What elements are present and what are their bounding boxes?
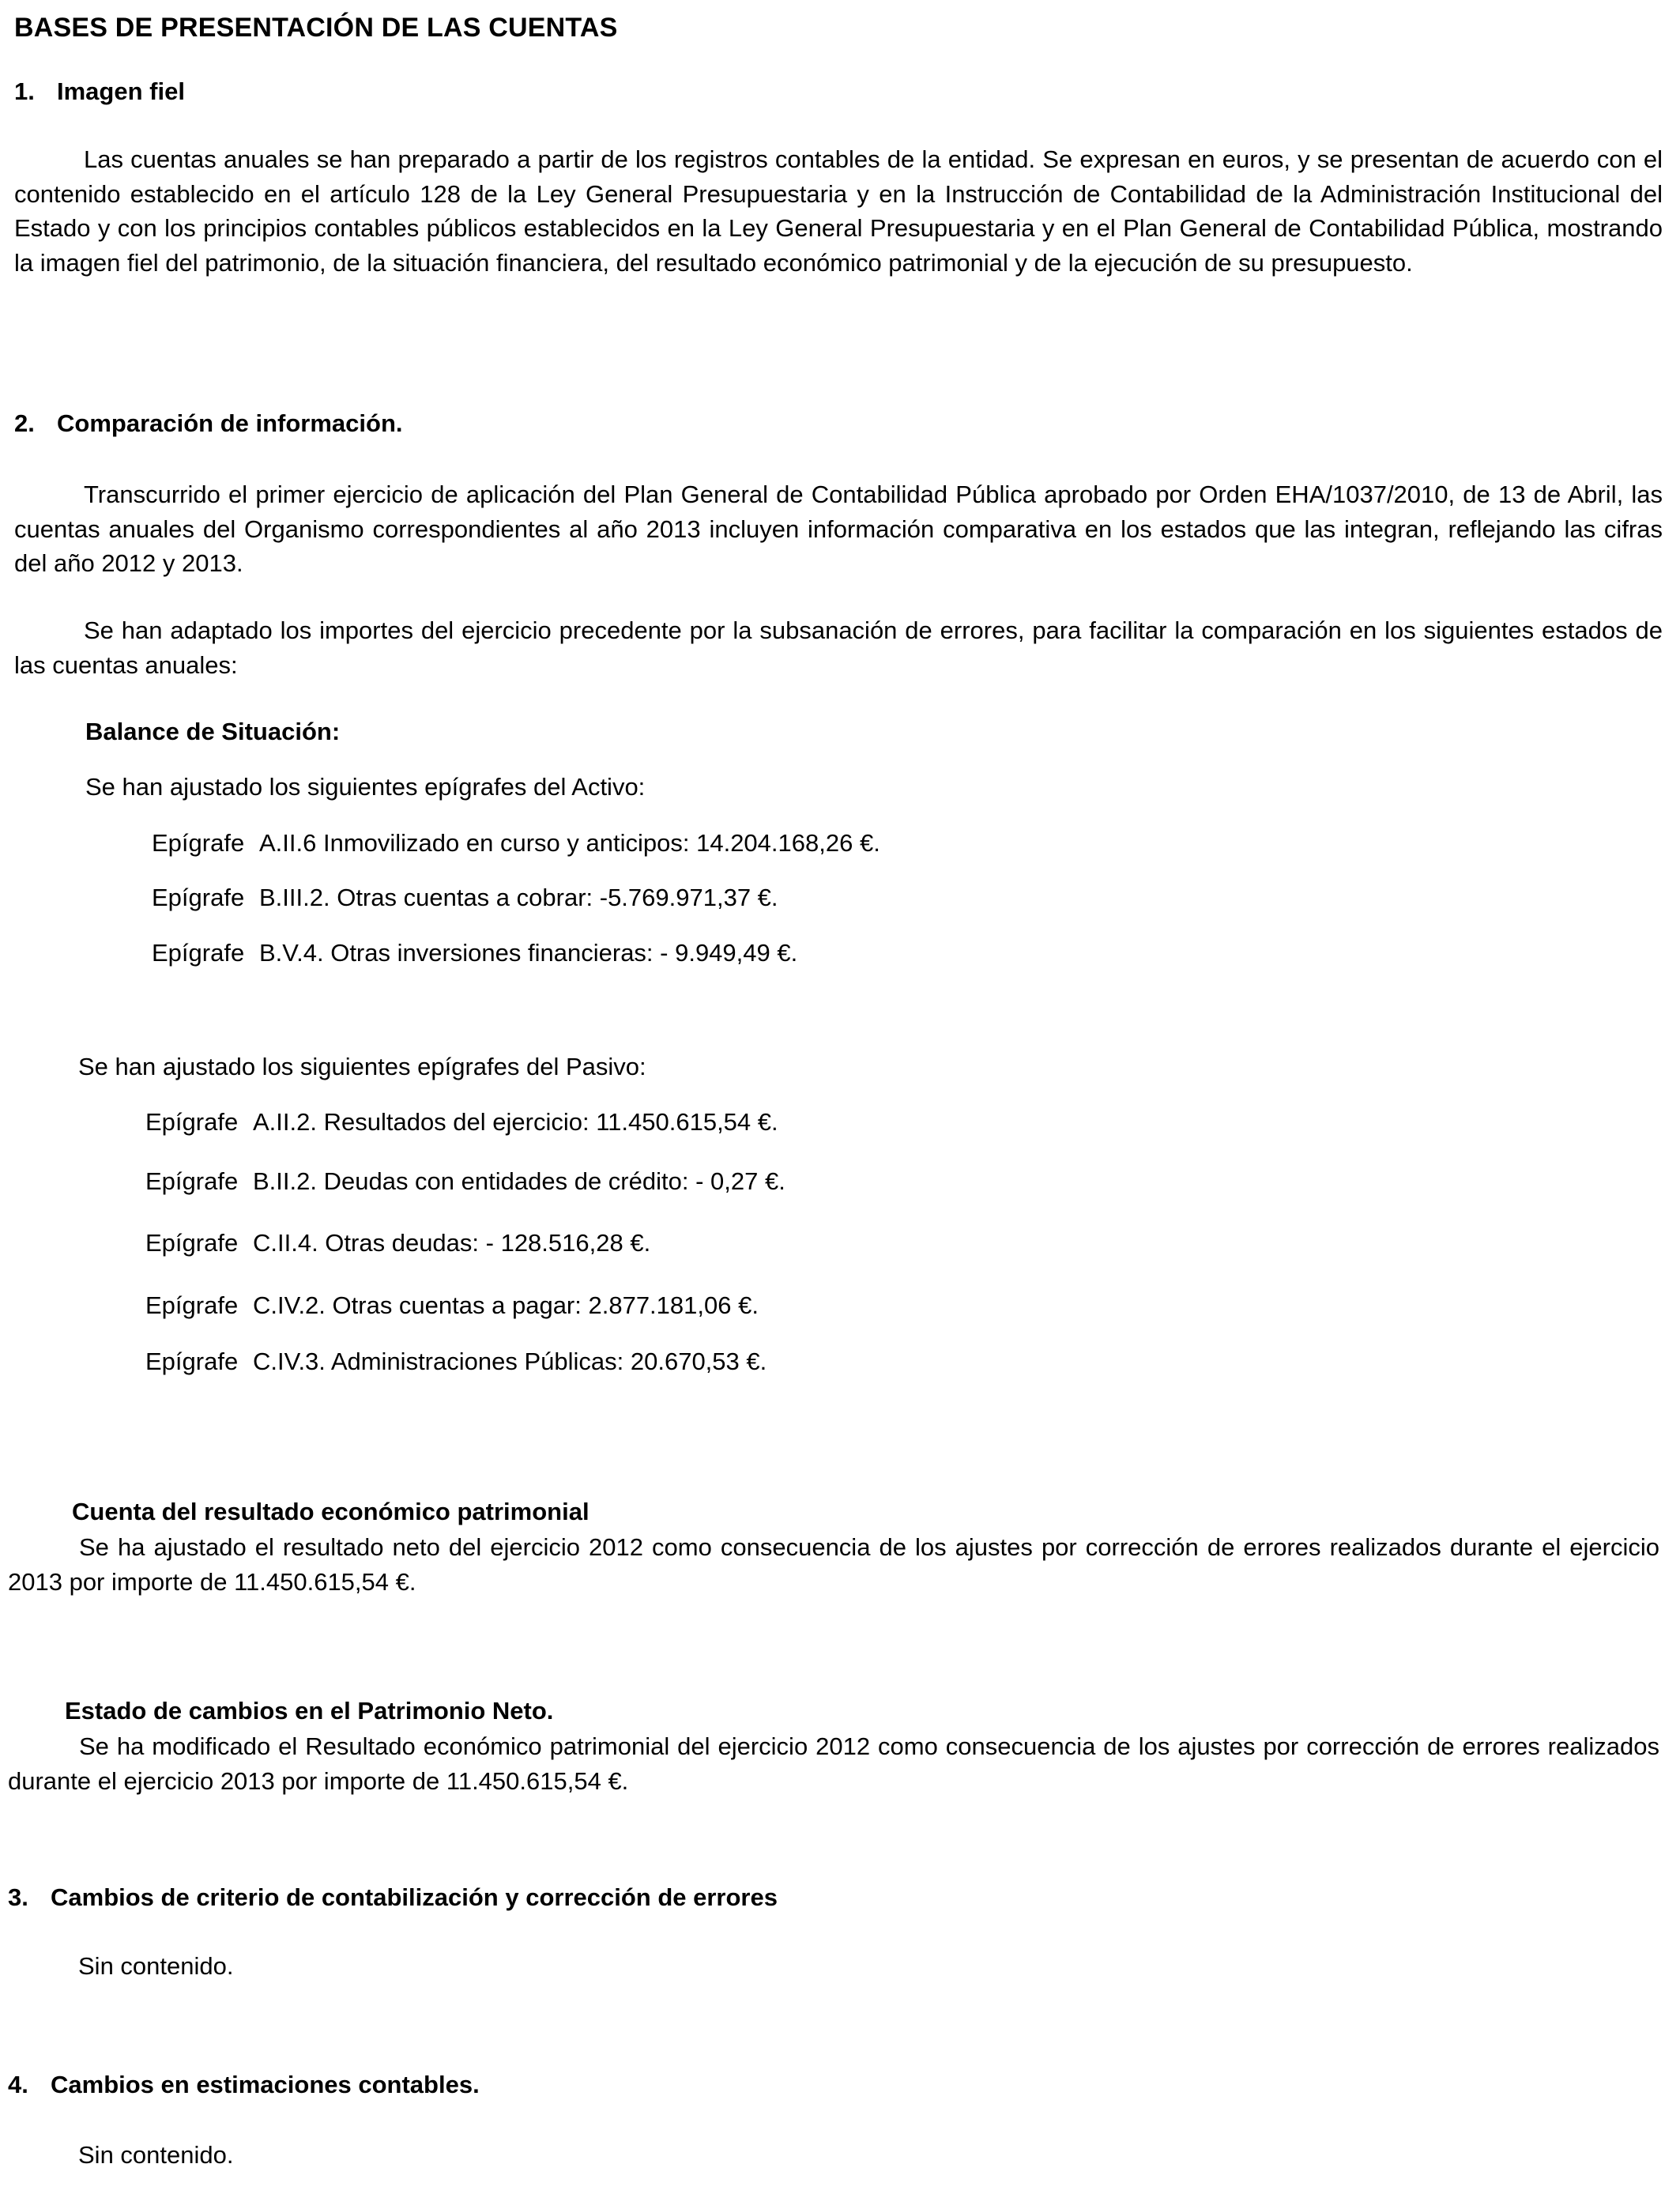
section-2-paragraph-1: Transcurrido el primer ejercicio de aplicación del Plan General de Contabilidad Pública aprobado por Orden EHA/1037/2010, de 13 de Abril, las cuentas anuales del Organismo correspondientes al año 2013 incluyen información comparativa en los estados que las integran, reflejando las cifras del año 2012 y 2013. [14,481,1663,577]
epigrafe-label: Epígrafe [145,1291,239,1319]
activo-item [152,936,797,971]
epigrafe-label: Epígrafe [145,1108,239,1136]
epigrafe-text: B.III.2. Otras cuentas a cobrar: -5.769.971,37 €. [259,884,778,911]
section-3-body: Sin contenido. [78,1952,234,1980]
epigrafe-label: Epígrafe [152,939,245,967]
epigrafe-label: Epígrafe [152,884,245,911]
section-1-heading [14,77,185,106]
section-4-heading [8,2071,480,2099]
cuenta-resultado-paragraph: Se ha ajustado el resultado neto del ejercicio 2012 como consecuencia de los ajustes por corrección de errores realizados durante el ejercicio 2013 por importe de 11.450.615,54 €. [8,1533,1659,1596]
section-2-number: 2. [14,409,35,437]
section-3-heading [8,1883,778,1912]
estado-cambios-paragraph: Se ha modificado el Resultado económico patrimonial del ejercicio 2012 como consecuencia de los ajustes por corrección de errores realizados durante el ejercicio 2013 por importe de 11.450.615,54 €. [8,1732,1659,1795]
epigrafe-text: C.IV.2. Otras cuentas a pagar: 2.877.181,06 €. [253,1291,759,1319]
epigrafe-text: C.II.4. Otras deudas: - 128.516,28 €. [253,1229,651,1257]
section-2-title: Comparación de información. [57,409,403,437]
pasivo-item [145,1226,650,1261]
section-1-number: 1. [14,77,35,105]
epigrafe-label: Epígrafe [145,1348,239,1375]
epigrafe-label: Epígrafe [145,1167,239,1195]
section-3-title: Cambios de criterio de contabilización y corrección de errores [51,1883,778,1911]
section-4-body: Sin contenido. [78,2141,234,2169]
epigrafe-label: Epígrafe [145,1229,239,1257]
document-title: BASES DE PRESENTACIÓN DE LAS CUENTAS [14,13,618,43]
pasivo-item [145,1164,785,1199]
pasivo-item [145,1344,767,1379]
cuenta-resultado-heading: Cuenta del resultado económico patrimonial [72,1498,590,1525]
pasivo-item [145,1288,759,1323]
epigrafe-text: C.IV.3. Administraciones Públicas: 20.670,53 €. [253,1348,767,1375]
section-3-number: 3. [8,1883,28,1911]
section-2-heading [14,409,403,438]
section-4-title: Cambios en estimaciones contables. [51,2071,480,2098]
estado-cambios-heading: Estado de cambios en el Patrimonio Neto. [65,1697,554,1725]
balance-heading: Balance de Situación: [85,718,341,745]
pasivo-item [145,1105,778,1140]
activo-item [152,826,880,861]
pasivo-intro: Se han ajustado los siguientes epígrafes del Pasivo: [78,1053,646,1080]
epigrafe-text: A.II.6 Inmovilizado en curso y anticipos: 14.204.168,26 €. [259,829,880,857]
epigrafe-label: Epígrafe [152,829,245,857]
section-2-paragraph-2: Se han adaptado los importes del ejercicio precedente por la subsanación de errores, para facilitar la comparación en los siguientes estados de las cuentas anuales: [14,616,1663,679]
activo-intro: Se han ajustado los siguientes epígrafes del Activo: [85,773,646,801]
epigrafe-text: A.II.2. Resultados del ejercicio: 11.450.615,54 €. [253,1108,778,1136]
section-4-number: 4. [8,2071,28,2098]
section-1-title: Imagen fiel [57,77,185,105]
activo-item [152,880,778,915]
section-1-paragraph: Las cuentas anuales se han preparado a partir de los registros contables de la entidad. Se expresan en euros, y se presentan de acuerdo con el contenido establecido en el artículo 128 de la Ley General Presupuestaria y en la Instrucción de Contabilidad de la Administración Institucional del Estado y con los principios contables públicos establecidos en la Ley General Presupuestaria y en el Plan General de Contabilidad Pública, mostrando la imagen fiel del patrimonio, de la situación financiera, del resultado económico patrimonial y de la ejecución de su presupuesto. [14,145,1663,277]
epigrafe-text: B.V.4. Otras inversiones financieras: - 9.949,49 €. [259,939,798,967]
epigrafe-text: B.II.2. Deudas con entidades de crédito: - 0,27 €. [253,1167,785,1195]
